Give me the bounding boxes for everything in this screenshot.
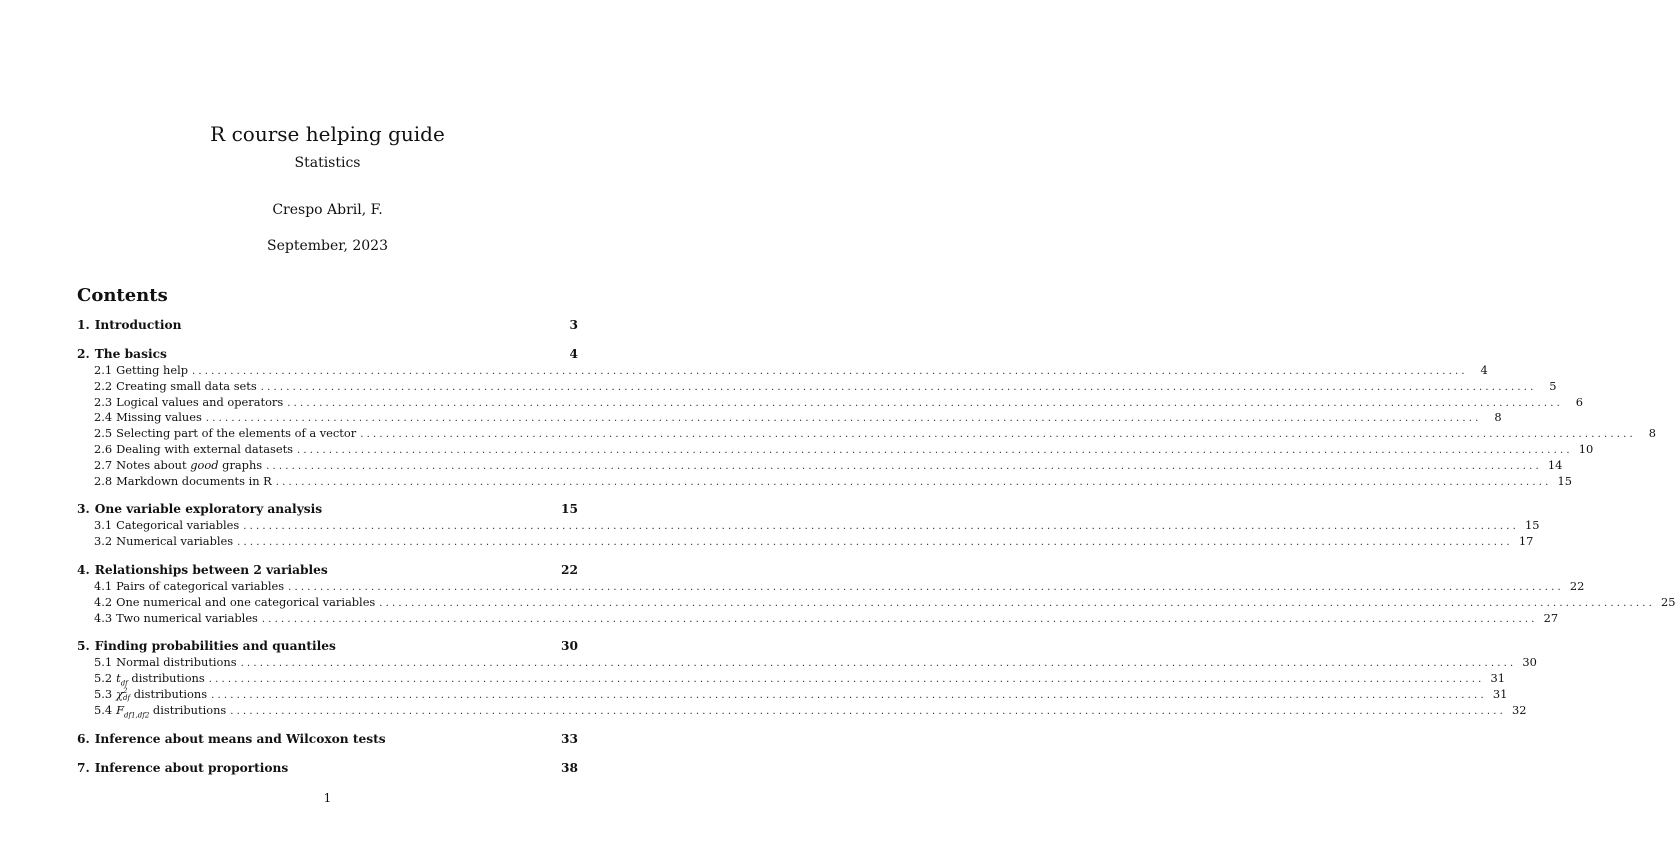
toc-page-number: 4 [1480, 363, 1488, 377]
toc-page-number: 32 [1512, 702, 1527, 717]
toc-page-number: 17 [1518, 534, 1534, 549]
toc-section [77, 316, 578, 334]
toc-section [77, 730, 578, 748]
toc-subsection-title: Creating small data sets [116, 378, 257, 393]
toc-page-number: 15 [1525, 518, 1540, 533]
dot-leader: ........................................................................................................................................................................................................ [297, 444, 1573, 456]
toc-subsection-link[interactable] [77, 426, 1656, 442]
toc-page-number: 14 [1547, 457, 1563, 472]
toc-section-title: Relationships between 2 variables [94, 562, 328, 577]
toc-page-number: 8 [1494, 410, 1502, 425]
toc-section-title: Introduction [94, 318, 182, 332]
toc-subsection-number: 3.1 [94, 518, 113, 533]
toc-subsection-link[interactable] [77, 457, 1563, 474]
toc-subsection-title: Normal distributions [116, 655, 237, 670]
toc-subsection-link[interactable] [77, 518, 1540, 534]
toc-subsection-number: 2.1 [94, 363, 113, 377]
toc-section-title: One variable exploratory analysis [94, 502, 323, 517]
toc-page-number: 3 [569, 318, 578, 332]
table-of-contents [77, 316, 1676, 788]
toc-page-number: 5 [1549, 378, 1557, 393]
toc-page-number: 8 [1648, 426, 1656, 441]
toc-subsection-title [116, 703, 226, 724]
toc-page-number: 10 [1578, 441, 1594, 456]
toc-section-link[interactable] [77, 316, 578, 334]
dot-leader: ........................................................................................................................................................................................................ [360, 429, 1636, 441]
toc-subsection-title: Logical values and operators [116, 394, 284, 409]
toc-subsection-number: 2.8 [94, 473, 113, 488]
toc-subsection-number: 5.1 [94, 655, 113, 670]
toc-subsection-number: 4.2 [94, 594, 113, 609]
document-author: Crespo Abril, F. [272, 202, 383, 218]
title-text: distributions [149, 702, 227, 717]
toc-subsection-link[interactable] [77, 441, 1594, 458]
toc-subsection-title: Selecting part of the elements of a vector [116, 426, 357, 441]
dot-leader: ........................................................................................................................................................................................................ [275, 476, 1552, 488]
dot-leader: ........................................................................................................................................................................................................ [243, 521, 1519, 533]
page-number-footer: 1 [323, 791, 332, 805]
toc-section-link[interactable] [77, 637, 578, 655]
toc-subsection-link[interactable] [77, 363, 1488, 379]
toc-subsection-title: Numerical variables [116, 534, 234, 549]
toc-subsection-number: 2.3 [94, 394, 113, 409]
toc-page-number: 22 [561, 562, 578, 577]
toc-section-title: Inference about proportions [94, 760, 289, 775]
toc-subsection-title: Pairs of categorical variables [116, 578, 285, 593]
toc-subsection-number: 3.2 [94, 534, 113, 549]
toc-subsection-link[interactable] [77, 410, 1502, 426]
toc-section-link[interactable] [77, 500, 578, 518]
toc-subsection-number: 2.2 [94, 378, 113, 393]
toc-section-title: Finding probabilities and quantiles [94, 639, 336, 654]
toc-subsection-title [116, 458, 262, 474]
toc-section-link[interactable] [77, 345, 578, 363]
toc-section-number: 3. [77, 502, 90, 517]
toc-page-number: 15 [561, 502, 578, 517]
dot-leader: ........................................................................................................................................................................................................ [192, 366, 1468, 377]
toc-page-number: 30 [561, 639, 578, 654]
toc-subsection-link[interactable] [77, 686, 1508, 703]
toc-page-number: 25 [1661, 594, 1676, 609]
toc-page-number: 6 [1575, 394, 1583, 409]
math-subscript: df1,df2 [124, 711, 150, 720]
toc-subsection-link[interactable] [77, 534, 1534, 550]
toc-section [77, 500, 1540, 550]
toc-subsection-number: 2.5 [94, 426, 113, 441]
dot-leader: ........................................................................................................................................................................................................ [287, 397, 1563, 409]
title-text: graphs [218, 457, 263, 472]
toc-subsection-title: Missing values [116, 410, 202, 425]
toc-subsection-number: 4.1 [94, 578, 113, 593]
math-symbol: χ 2 df [116, 686, 131, 702]
toc-subsection-link[interactable] [77, 394, 1583, 411]
toc-page-number: 4 [569, 347, 578, 361]
toc-subsection-title: Categorical variables [116, 518, 240, 533]
toc-section-link[interactable] [77, 759, 578, 777]
toc-subsection-link[interactable] [77, 378, 1557, 395]
math-subscript: df [123, 693, 131, 702]
math-superscript: 2 [123, 686, 128, 695]
dot-leader: ........................................................................................................................................................................................................ [260, 381, 1537, 393]
title-text: distributions [127, 671, 205, 686]
toc-subsection-title: One numerical and one categorical variables [116, 594, 376, 609]
toc-subsection-number: 5.4 [94, 702, 113, 717]
toc-subsection-number: 2.4 [94, 410, 113, 425]
math-symbol: $t_{df}$ [116, 671, 128, 688]
toc-section [77, 561, 1676, 626]
toc-section-number: 7. [77, 760, 90, 775]
toc-section [77, 759, 578, 777]
document-title: R course helping guide [210, 122, 445, 146]
dot-leader: ........................................................................................................................................................................................................ [205, 413, 1482, 425]
toc-subsection-link[interactable] [77, 671, 1505, 688]
dot-leader: ........................................................................................................................................................................................................ [208, 674, 1485, 686]
toc-subsection-number: 4.3 [94, 610, 113, 625]
toc-section-number: 2. [77, 347, 90, 361]
toc-subsection-number: 5.2 [94, 671, 113, 686]
toc-section-number: 1. [77, 318, 90, 332]
toc-page-number: 31 [1492, 686, 1508, 701]
toc-subsection-title: Two numerical variables [116, 610, 258, 625]
document-subtitle: Statistics [294, 155, 361, 171]
toc-subsection-link[interactable] [77, 473, 1572, 490]
dot-leader: ........................................................................................................................................................................................................ [237, 537, 1513, 549]
toc-section-title: The basics [94, 347, 167, 361]
toc-subsection-link[interactable] [77, 610, 1559, 627]
toc-page-number: 38 [561, 760, 578, 775]
toc-section [77, 345, 1656, 489]
toc-section-number: 6. [77, 731, 90, 746]
toc-page-number: 15 [1557, 473, 1572, 488]
toc-subsection-number: 5.3 [94, 686, 113, 701]
document-date: September, 2023 [267, 238, 388, 254]
toc-section-number: 4. [77, 562, 90, 577]
toc-page-number: 31 [1490, 671, 1505, 686]
toc-subsection-title: Dealing with external datasets [116, 441, 294, 456]
toc-subsection-title [116, 687, 207, 703]
toc-subsection-number: 2.6 [94, 441, 113, 456]
dot-leader: ........................................................................................................................................................................................................ [379, 597, 1656, 609]
dot-leader: ........................................................................................................................................................................................................ [230, 705, 1507, 717]
title-text: distributions [130, 686, 208, 701]
toc-section [77, 637, 1537, 720]
toc-subsection-title: Getting help [116, 363, 189, 377]
toc-page-number: 30 [1522, 655, 1537, 670]
toc-section-link[interactable] [77, 730, 578, 748]
toc-section-number: 5. [77, 639, 90, 654]
toc-subsection-link[interactable] [77, 702, 1527, 720]
title-emphasis: good [190, 457, 219, 472]
toc-subsection-link[interactable] [77, 578, 1585, 595]
toc-subsection-number: 2.7 [94, 457, 113, 472]
math-subscript: df [120, 679, 128, 688]
title-text: Notes about [116, 457, 191, 472]
dot-leader: ........................................................................................................................................................................................................ [211, 689, 1487, 701]
dot-leader: ........................................................................................................................................................................................................ [288, 581, 1564, 593]
dot-leader: ........................................................................................................................................................................................................ [266, 460, 1542, 472]
contents-heading: Contents [77, 285, 168, 306]
toc-section-title: Inference about means and Wilcoxon tests [94, 731, 386, 746]
toc-subsection-title: Markdown documents in R [116, 473, 272, 488]
math-symbol: $F_{df1,df2}$ [116, 702, 150, 720]
toc-page-number: 33 [561, 731, 578, 746]
toc-page-number: 22 [1569, 578, 1585, 593]
toc-section-link[interactable] [77, 561, 578, 579]
toc-subsection-link[interactable] [77, 655, 1537, 671]
dot-leader: ........................................................................................................................................................................................................ [261, 613, 1538, 625]
toc-page-number: 27 [1543, 610, 1559, 625]
dot-leader: ........................................................................................................................................................................................................ [240, 658, 1517, 670]
toc-subsection-link[interactable] [77, 594, 1676, 611]
